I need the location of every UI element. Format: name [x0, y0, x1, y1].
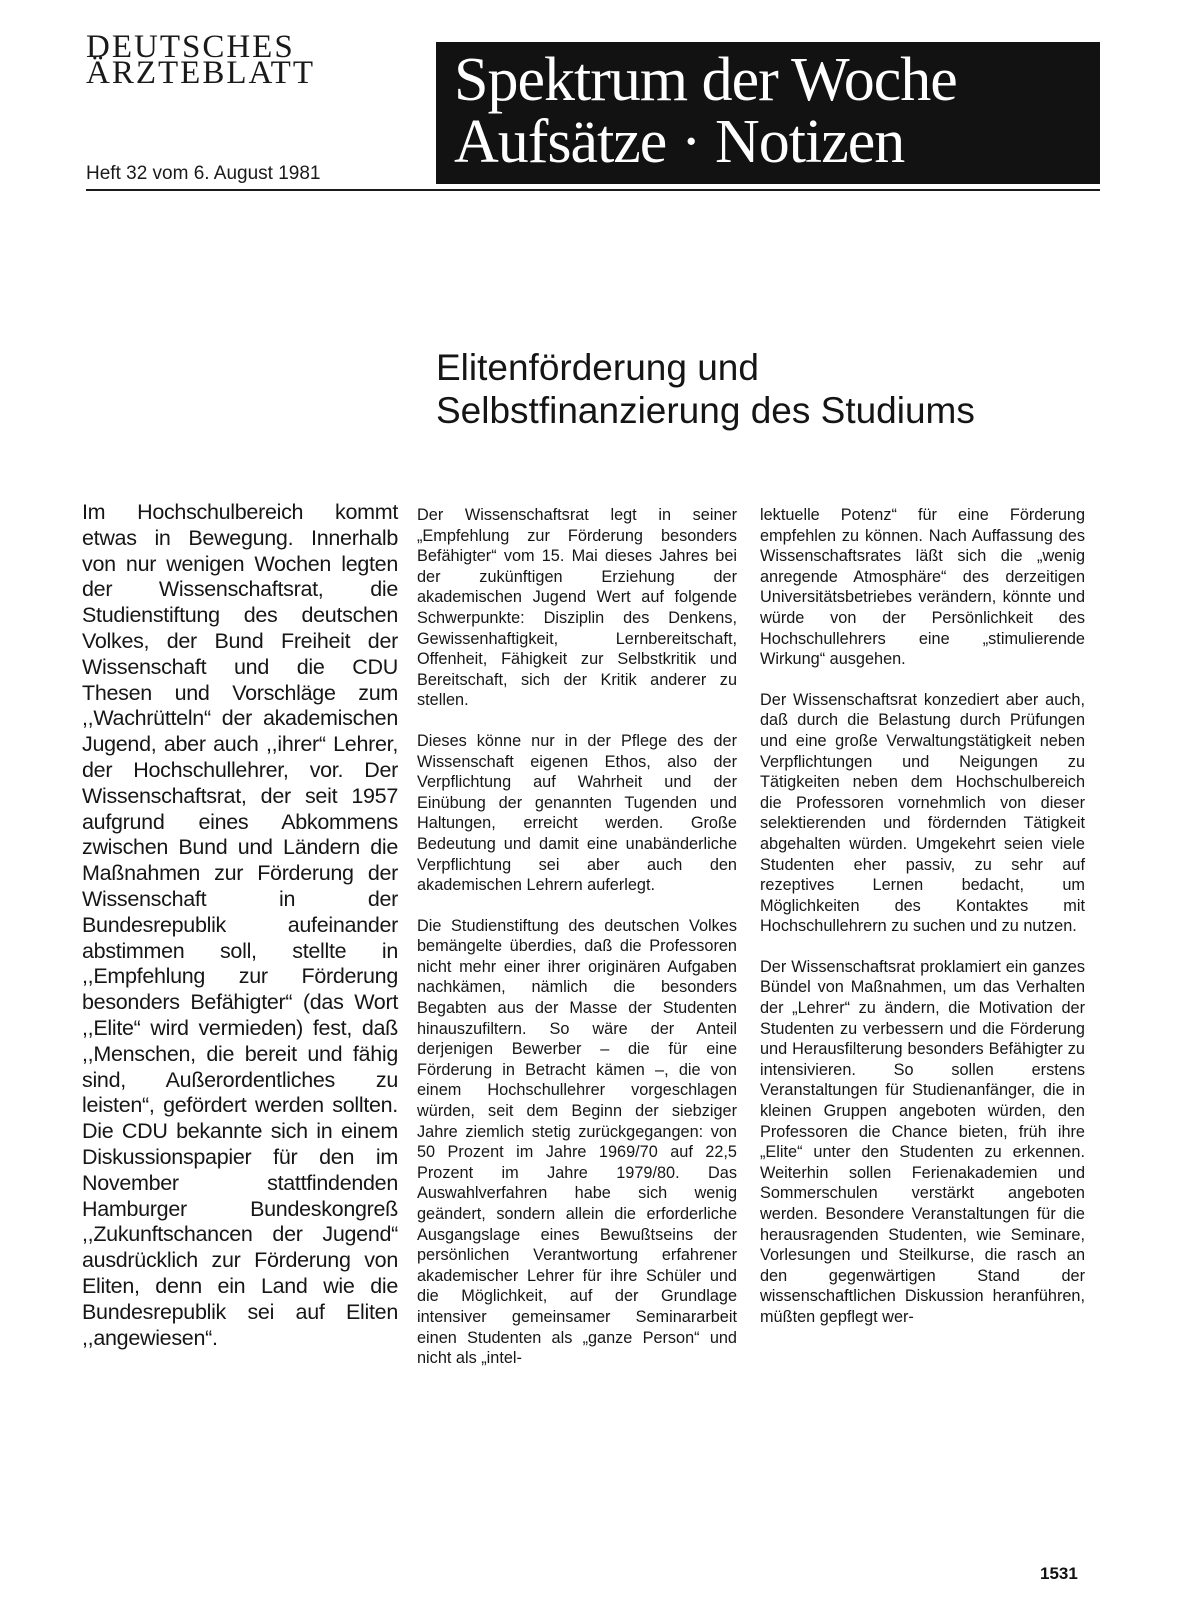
- body-column-2: [417, 505, 737, 1369]
- paragraph: Die Studienstiftung des deutschen Volkes bemängelte überdies, daß die Professoren nicht mehr einer ihrer originären Aufgaben nachkämen, nämlich die besonders Begabten aus der Masse der Studenten hinauszufiltern. So wäre der Anteil derjenigen Bewerber – die für eine Förderung in Betracht kämen –, die von einem Hochschullehrer vorgeschlagen würden, seit dem Beginn der siebziger Jahre ziemlich stetig zurückgegangen: von 50 Prozent im Jahre 1969/70 auf 22,5 Prozent im Jahre 1979/80. Das Auswahlverfahren habe sich wenig geändert, sondern allein die erforderliche Ausgangslage eines Bewußtseins der persönlichen Verantwortung erfahrener akademischer Lehrer für ihre Schüler und die Möglichkeit, auf der Grundlage intensiver gemeinsamer Seminararbeit einen Studenten als „ganze Person“ und nicht als „intel-: [417, 916, 737, 1368]
- paragraph: Der Wissenschaftsrat proklamiert ein ganzes Bündel von Maßnahmen, um das Verhalten der „Lehrer“ zu ändern, die Motivation der Studenten zu verbessern und die Förderung und Herausfilterung besonders Befähigter zu intensivieren. So sollen erstens Veranstaltungen für Studienanfänger, die in kleinen Gruppen angeboten würden, den Professoren die Chance bieten, früh ihre „Elite“ unter den Studenten zu erkennen. Weiterhin sollen Ferienakademien und Sommerschulen verstärkt angeboten werden. Besondere Veranstaltungen für die herausragenden Studenten, wie Seminare, Vorlesungen und Steilkurse, die rasch an den gegenwärtigen Stand der wissenschaftlichen Diskussion heranführen, müßten gepflegt wer-: [760, 957, 1085, 1326]
- journal-masthead: [86, 29, 315, 91]
- body-column-3: [760, 505, 1085, 1328]
- page-number: 1531: [1040, 1564, 1078, 1583]
- masthead-line-2: ÄRZTEBLATT: [86, 55, 315, 91]
- header-rule: [86, 189, 1100, 191]
- masthead-line-1: DEUTSCHES: [86, 29, 295, 65]
- paragraph: Dieses könne nur in der Pflege des der Wissenschaft eigenen Ethos, also der Verpflichtung auf Wahrheit und der Einübung der genannten Tugenden und Haltungen, erreicht werden. Große Bedeutung und damit eine unabänderliche Verpflichtung sei aber auch den akademischen Lehrern auferlegt.: [417, 731, 737, 895]
- banner-line-1: Spektrum der Woche: [454, 46, 957, 114]
- article-title-line-2: Selbstfinanzierung des Studiums: [436, 390, 975, 431]
- paragraph: Der Wissenschaftsrat legt in seiner „Empfehlung zur Förderung besonders Befähigter“ vom 15. Mai dieses Jahres bei der zukünftigen Erziehung der akademischen Jugend Wert auf folgende Schwerpunkte: Disziplin des Denkens, Gewissenhaftigkeit, Lernbereitschaft, Offenheit, Fähigkeit zur Selbstkritik und Bereitschaft, sich der Kritik anderer zu stellen.: [417, 506, 737, 710]
- section-banner: [436, 42, 1100, 184]
- lead-paragraph: Im Hochschulbereich kommt etwas in Bewegung. Innerhalb von nur wenigen Wochen legten der Wissenschaftsrat, die Studienstiftung des deutschen Volkes, der Bund Freiheit der Wissenschaft und die CDU Thesen und Vorschläge zum ,,Wachrütteln“ der akademischen Jugend, aber auch ,,ihrer“ Lehrer, der Hochschullehrer, vor. Der Wissenschaftsrat, der seit 1957 aufgrund eines Abkommens zwischen Bund und Ländern die Maßnahmen zur Förderung der Wissenschaft in der Bundesrepublik aufeinander abstimmen soll, stellte in ,,Empfehlung zur Förderung besonders Befähigter“ (das Wort ,,Elite“ wird vermieden) fest, daß ,,Menschen, die bereit und fähig sind, Außerordentliches zu leisten“, gefördert werden sollten. Die CDU bekannte sich in einem Diskussionspapier für den im November stattfindenden Hamburger Bundeskongreß ,,Zukunftschancen der Jugend“ ausdrücklich zur Förderung von Eliten, denn ein Land wie die Bundesrepublik sei auf Eliten ,,angewiesen“.: [82, 500, 398, 1350]
- paragraph: lektuelle Potenz“ für eine Förderung empfehlen zu können. Nach Auffassung des Wissenschaftsrates läßt sich die „wenig anregende Atmosphäre“ des derzeitigen Universitätsbetriebes verändern, könnte und würde von der Persönlichkeit des Hochschullehrers eine „stimulierende Wirkung“ ausgehen.: [760, 506, 1085, 669]
- article-title-line-1: Elitenförderung und: [436, 347, 759, 388]
- paragraph: Der Wissenschaftsrat konzediert aber auch, daß durch die Belastung durch Prüfungen und eine große Verwaltungstätigkeit neben Verpflichtungen und Neigungen zu Tätigkeiten neben dem Hochschulbereich die Professoren vornehmlich von dieser selektierenden und fördernden Tätigkeit abgehalten würden. Umgekehrt seien viele Studenten eher passiv, zu sehr auf rezeptives Lernen bedacht, um Möglichkeiten des Kontaktes mit Hochschullehrern zu suchen und zu nutzen.: [760, 690, 1085, 936]
- lead-column: [82, 500, 398, 1351]
- article-title: [436, 346, 975, 432]
- issue-line: Heft 32 vom 6. August 1981: [86, 163, 321, 184]
- banner-line-2: Aufsätze · Notizen: [454, 108, 905, 176]
